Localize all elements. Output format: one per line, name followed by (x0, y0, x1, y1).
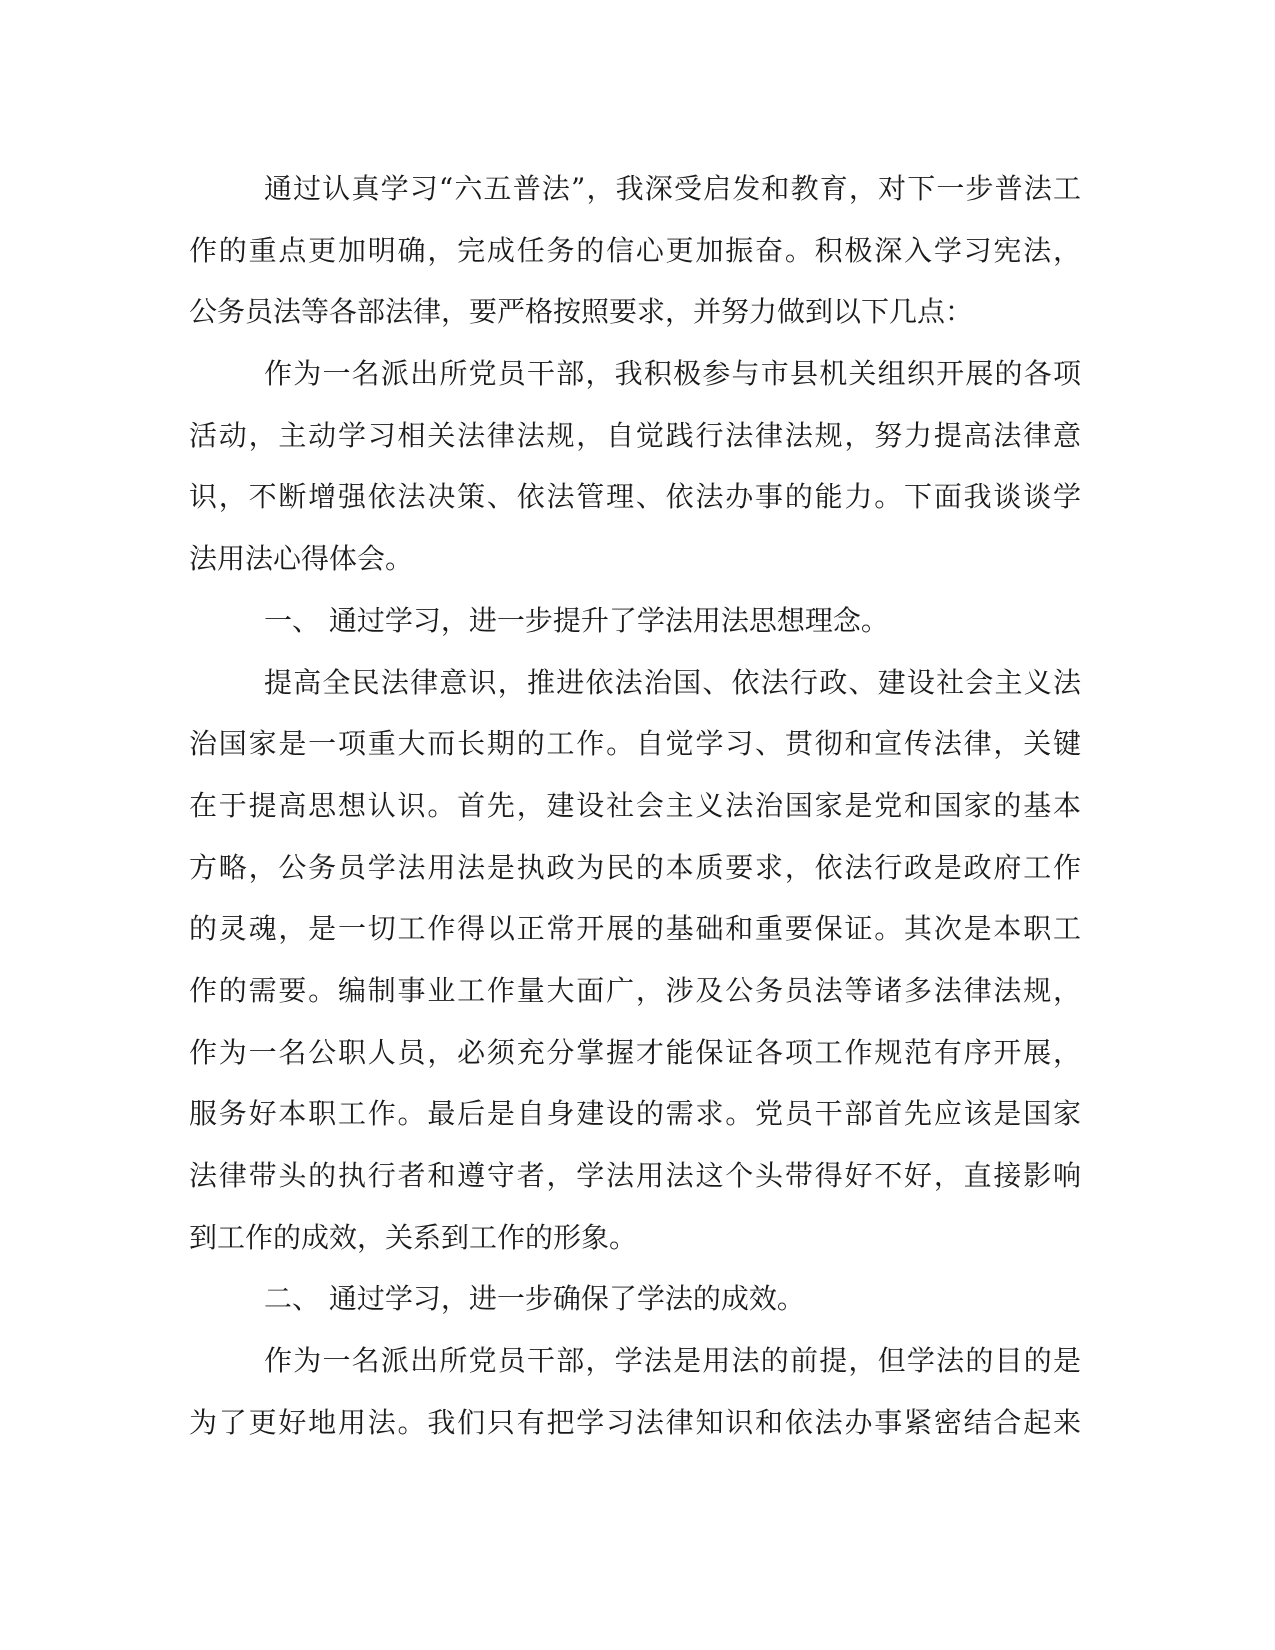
text-line: 提高全民法律意识，推进依法治国、依法行政、建设社会主义法 (264, 665, 1081, 699)
text-line: 公务员法等各部法律，要严格按照要求，并努力做到以下几点： (189, 295, 974, 329)
text-line: 识，不断增强依法决策、依法管理、依法办事的能力。下面我谈谈学 (189, 480, 1081, 514)
text-line: 服务好本职工作。最后是自身建设的需求。党员干部首先应该是国家 (189, 1097, 1081, 1131)
text-line: 作为一名公职人员，必须充分掌握才能保证各项工作规范有序开展， (189, 1035, 1081, 1069)
text-line: 方略，公务员学法用法是执政为民的本质要求，依法行政是政府工作 (189, 850, 1081, 884)
section-heading-2: 二、 通过学习，进一步确保了学法的成效。 (264, 1282, 805, 1316)
text-line: 到工作的成效，关系到工作的形象。 (189, 1220, 638, 1254)
text-line: 法律带头的执行者和遵守者，学法用法这个头带得好不好，直接影响 (189, 1159, 1081, 1192)
text-line: 活动，主动学习相关法律法规，自觉践行法律法规，努力提高法律意 (189, 418, 1081, 452)
text-line: 为了更好地用法。我们只有把学习法律知识和依法办事紧密结合起来 (189, 1405, 1081, 1439)
text-line: 法用法心得体会。 (189, 542, 414, 576)
text-line: 作的需要。编制事业工作量大面广，涉及公务员法等诸多法律法规， (189, 973, 1081, 1007)
section-heading-1: 一、 通过学习，进一步提升了学法用法思想理念。 (264, 603, 889, 637)
text-line: 作的重点更加明确，完成任务的信心更加振奋。积极深入学习宪法， (189, 233, 1081, 267)
document-body (189, 158, 1081, 1453)
text-line: 通过认真学习“六五普法”，我深受启发和教育，对下一步普法工 (264, 172, 1081, 205)
text-line: 治国家是一项重大而长期的工作。自觉学习、贯彻和宣传法律，关键 (189, 727, 1081, 761)
text-line: 作为一名派出所党员干部，我积极参与市县机关组织开展的各项 (264, 357, 1081, 391)
text-line: 在于提高思想认识。首先，建设社会主义法治国家是党和国家的基本 (189, 788, 1081, 822)
text-line: 的灵魂，是一切工作得以正常开展的基础和重要保证。其次是本职工 (189, 912, 1081, 946)
text-line: 作为一名派出所党员干部，学法是用法的前提，但学法的目的是 (264, 1344, 1081, 1378)
